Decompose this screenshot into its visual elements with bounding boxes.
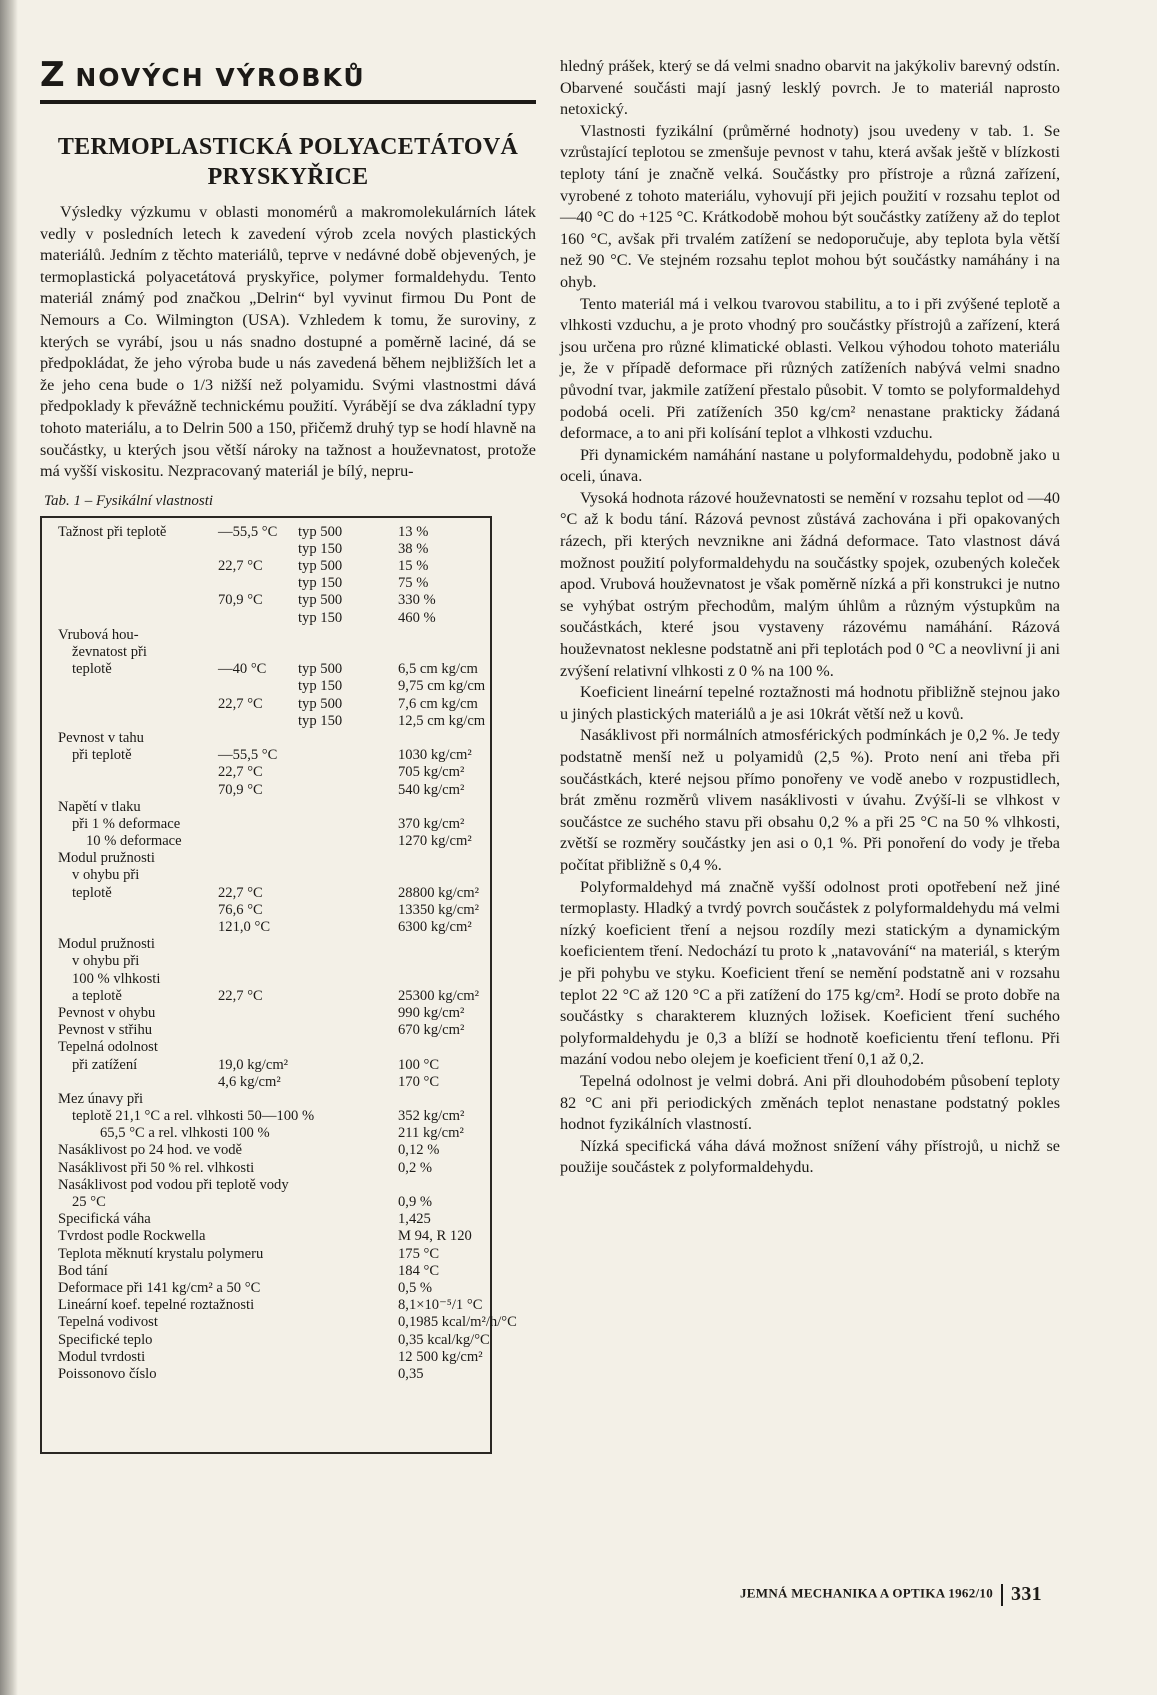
table-row xyxy=(58,867,480,884)
table-row xyxy=(58,558,480,575)
section-heading xyxy=(40,55,536,104)
property-value: 38 % xyxy=(398,540,429,557)
table-row xyxy=(58,1091,480,1108)
type-label: typ 150 xyxy=(298,712,343,729)
paragraph: Tento materiál má i velkou tvarovou stabilitu, a to i při zvýšené teplotě a vlhkosti vzduchu, a je proto vhodný pro součástky přístrojů a zařízení, která jsou určena pro různé klimatické oblasti. Velkou výhodou tohoto materiálu je, že v případě deformace při různých zatíženích nabývá velmi snadno původní tvar, jakmile zatížení přestalo působit. V tomto se polyformaldehyd podobá oceli. Při zatíženích 350 kg/cm² nenastane prakticky žádaná deformace, a to ani při kolísání teplot a vlhkosti vzduchu. xyxy=(560,294,1060,443)
type-label: typ 500 xyxy=(298,523,343,540)
condition-value: 76,6 °C xyxy=(218,901,263,918)
table-row xyxy=(58,524,480,541)
property-label: teplotě xyxy=(72,884,112,901)
property-label: Vrubová hou- xyxy=(58,626,139,643)
section-initial: Z xyxy=(40,55,65,95)
table-row xyxy=(58,1211,480,1228)
property-value: 13 % xyxy=(398,523,429,540)
table-row xyxy=(58,592,480,609)
property-label: Tepelná vodivost xyxy=(58,1314,158,1331)
property-value: 211 kg/cm² xyxy=(398,1125,464,1142)
condition-value: 22,7 °C xyxy=(218,558,263,575)
table-row xyxy=(58,919,480,936)
table-row xyxy=(58,799,480,816)
table-row xyxy=(58,1297,483,1314)
property-value: 352 kg/cm² xyxy=(398,1108,465,1125)
table-row xyxy=(58,661,480,678)
condition-value: 22,7 °C xyxy=(218,884,263,901)
journal-name: JEMNÁ MECHANIKA A OPTIKA 1962/10 xyxy=(740,1585,994,1601)
property-label: a teplotě xyxy=(72,987,122,1004)
property-label: ževnatost při xyxy=(72,644,147,661)
property-label: 10 % deformace xyxy=(86,833,182,850)
property-label: Poissonovo číslo xyxy=(58,1365,157,1382)
property-value: 25300 kg/cm² xyxy=(398,987,479,1004)
table-row xyxy=(58,1280,480,1297)
table-row xyxy=(58,1074,480,1091)
table-row xyxy=(58,1263,480,1280)
paragraph: Při dynamickém namáhání nastane u polyformaldehydu, podobně jako u oceli, únava. xyxy=(560,445,1060,486)
property-value: M 94, R 120 xyxy=(398,1228,472,1245)
condition-value: 22,7 °C xyxy=(218,764,263,781)
table-row xyxy=(58,1348,483,1366)
property-value: 170 °C xyxy=(398,1073,440,1090)
condition-value: 70,9 °C xyxy=(218,592,263,609)
property-label: Nasáklivost pod vodou při teplotě vody xyxy=(58,1176,289,1193)
property-label: Lineární koef. tepelné roztažnosti xyxy=(58,1297,255,1314)
property-value: 13350 kg/cm² xyxy=(398,901,479,918)
table-row xyxy=(58,833,480,850)
table-row xyxy=(58,1228,480,1245)
table-row xyxy=(58,1005,480,1022)
property-label: Napětí v tlaku xyxy=(58,798,141,815)
table-row xyxy=(58,764,480,781)
right-column xyxy=(560,56,1060,1179)
table-row xyxy=(58,610,480,627)
paragraph: Nízká specifická váha dává možnost snížení váhy přístrojů, u nichž se použije součástek z polyformaldehydu. xyxy=(560,1136,1060,1177)
property-label: Pevnost v střihu xyxy=(58,1022,153,1039)
property-value: 0,35 xyxy=(398,1365,424,1382)
property-value: 7,6 cm kg/cm xyxy=(398,695,478,712)
paragraph: Vysoká hodnota rázové houževnatosti se nemění v rozsahu teplot od —40 °C až k bodu tání. Rázová pevnost zůstává zachována i při opakovaných rázech, při kterých nevznikne ani žádná deformace. Tato vlastnost dává možnost použití polyformaldehydu na součástky spojek, ozubených koleček apod. Vrubová houževnatost je však poměrně nízká a při konstrukci je nutno se vyhýbat ostrým přechodům, malým úhlům a různým výstupkům na součástkách, které jsou vystaveny rázovému namáhání. Rázová houževnatost neklesne podstatně ani při teplotách pod 0 °C a neovlivní ji ani zvýšení relativní vlhkosti z 0 % na 100 %. xyxy=(560,488,1060,680)
table-row xyxy=(58,1057,480,1074)
intro-paragraph: Výsledky výzkumu v oblasti monomérů a makromolekulárních látek vedly v posledních letech k zavedení výrob zcela nových plastických materiálů. Jedním z těchto materiálů, teprve v nedávné době objevených, je termoplastická polyacetátová pryskyřice, polymer formaldehydu. Tento materiál známý pod značkou „Delrin“ byl vyvinut firmou Du Pont de Nemours a Co. Wilmington (USA). Vzhledem k tomu, že suroviny, z kterých se vyrábí, jsou u nás snadno dostupné a poměrně laciné, dá se předpokládat, že jeho výroba bude u nás zavedená během nejbližších let a že jeho cena bude o 1/3 nižší než polyamidu. Svými vlastnostmi dává předpoklady k převážně technickému použití. Vyrábějí se dva základní typy tohoto materiálu, a to Delrin 500 a 150, přičemž druhý typ se hodí hlavně na součástky, u kterých jsou větší nároky na tažnost a houževnatost, protože má vyšší viskositu. Nezpracovaný materiál je bílý, nepru- xyxy=(40,203,536,481)
table-row xyxy=(58,1039,480,1056)
condition-value: 70,9 °C xyxy=(218,781,263,798)
table-row xyxy=(58,696,480,713)
condition-value: —40 °C xyxy=(218,661,267,678)
property-value: 705 kg/cm² xyxy=(398,764,465,781)
left-column xyxy=(40,55,536,1454)
property-label: Teplota měknutí krystalu polymeru xyxy=(58,1245,264,1262)
condition-value: 22,7 °C xyxy=(218,695,263,712)
table-row xyxy=(58,1160,480,1177)
table-row xyxy=(58,1331,490,1349)
condition-value: 19,0 kg/cm² xyxy=(218,1056,289,1073)
property-label: 65,5 °C a rel. vlhkosti 100 % xyxy=(100,1125,270,1142)
section-rest: NOVÝCH VÝROBKŮ xyxy=(64,63,366,92)
property-label: Pevnost v ohybu xyxy=(58,1004,156,1021)
article-title: TERMOPLASTICKÁ POLYACETÁTOVÁ PRYSKYŘICE xyxy=(57,134,519,190)
property-value: 1030 kg/cm² xyxy=(398,747,472,764)
paragraph: Vlastnosti fyzikální (průměrné hodnoty) jsou uvedeny v tab. 1. Se vzrůstající teplotou se zmenšuje pevnost v tahu, která avšak ještě v blízkosti teploty tání je značně velká. Součástky pro přístroje a různá zařízení, vyrobené z tohoto materiálu, vyhovují při jejich použití v rozsahu teplot od —40 °C do +125 °C. Krátkodobě mohou být součástky zatíženy až do teplot 160 °C, avšak při trvalém zatížení se nedoporučuje, aby teplota byla větší než 90 °C. Ve stejném rozsahu teplot mohou být součástky namáhány i na ohyb. xyxy=(560,121,1060,291)
table-row xyxy=(58,747,480,764)
type-label: typ 150 xyxy=(298,540,343,557)
table-row xyxy=(58,541,480,558)
property-value: 0,35 kcal/kg/°C xyxy=(398,1331,490,1348)
table-row xyxy=(58,1194,480,1211)
table-row xyxy=(58,678,486,695)
type-label: typ 150 xyxy=(298,575,343,592)
property-value: 184 °C xyxy=(398,1262,440,1279)
property-value: 1,425 xyxy=(398,1211,431,1228)
property-label: 25 °C xyxy=(72,1194,106,1211)
property-value: 12,5 cm kg/cm xyxy=(398,712,486,729)
property-value: 100 °C xyxy=(398,1056,440,1073)
condition-value: 22,7 °C xyxy=(218,987,263,1004)
property-value: 0,12 % xyxy=(398,1142,440,1159)
property-label: Tepelná odolnost xyxy=(58,1039,158,1056)
table-row xyxy=(58,1246,480,1263)
page-number: 331 xyxy=(1011,1583,1042,1605)
paragraph: Tepelná odolnost je velmi dobrá. Ani při dlouhodobém působení teploty 82 °C ani při periodických změnách teplot nenastane podstatný pokles hodnot fyzikálních vlastností. xyxy=(560,1071,1060,1134)
property-value: 670 kg/cm² xyxy=(398,1022,465,1039)
page-footer xyxy=(740,1583,1060,1606)
table-row xyxy=(58,712,486,730)
table-row xyxy=(58,936,480,953)
property-label: Tažnost při teplotě xyxy=(58,523,167,540)
table-row xyxy=(58,902,480,919)
property-value: 0,1985 kcal/m²/h/°C xyxy=(398,1314,517,1331)
property-label: při zatížení xyxy=(72,1056,138,1073)
property-label: při 1 % deformace xyxy=(72,815,181,832)
condition-value: 121,0 °C xyxy=(218,919,271,936)
property-value: 1270 kg/cm² xyxy=(398,833,472,850)
property-label: v ohybu při xyxy=(72,953,140,970)
property-value: 0,2 % xyxy=(398,1159,433,1176)
table-row xyxy=(58,1125,480,1142)
paragraph: hledný prášek, který se dá velmi snadno obarvit na jakýkoliv barevný odstín. Obarvené součásti mají jasný lesklý povrch. Je to materiál naprosto netoxický. xyxy=(560,57,1060,119)
table-row xyxy=(58,971,480,988)
property-label: Deformace při 141 kg/cm² a 50 °C xyxy=(58,1279,261,1296)
property-value: 540 kg/cm² xyxy=(398,781,465,798)
property-value: 0,9 % xyxy=(398,1194,433,1211)
property-value: 6,5 cm kg/cm xyxy=(398,661,478,678)
table-row xyxy=(58,1314,517,1331)
condition-value: 4,6 kg/cm² xyxy=(218,1073,281,1090)
type-label: typ 500 xyxy=(298,661,343,678)
table-row xyxy=(58,850,480,867)
property-label: Pevnost v tahu xyxy=(58,729,144,746)
paragraph: Polyformaldehyd má značně vyšší odolnost proti opotřebení než jiné termoplasty. Hladký a tvrdý povrch součástek z polyformaldehydu má velmi nízký koeficient tření a nejsou rozdíly mezi statickým a dynamickým koeficientem tření. Nedochází tu proto k „natavování“ na materiál, s kterým je při pohybu ve styku. Koeficient tření se nemění podstatně ani v rozsahu teplot 22 °C až 120 °C a při zatížení do 175 kg/cm². Hodí se proto dobře na součástky s charakterem kluzných ložisek. Koeficient tření suchého polyformaldehydu je 0,3 a blíží se hodnotě koeficientu tření teflonu. Při mazání vodou nebo olejem je koeficient tření 0,1 až 0,2. xyxy=(560,877,1060,1069)
table-row xyxy=(58,575,480,592)
property-value: 75 % xyxy=(398,575,429,592)
type-label: typ 500 xyxy=(298,695,343,712)
binding-shadow xyxy=(0,0,18,1695)
property-label: Bod tání xyxy=(58,1262,108,1279)
property-value: 330 % xyxy=(398,592,436,609)
property-value: 12 500 kg/cm² xyxy=(398,1348,483,1365)
property-label: Specifické teplo xyxy=(58,1331,153,1348)
table-row xyxy=(58,1177,480,1194)
property-value: 460 % xyxy=(398,609,436,626)
table-row xyxy=(58,988,480,1005)
condition-value: —55,5 °C xyxy=(218,747,278,764)
intro-text xyxy=(40,202,536,483)
paragraph: Nasáklivost při normálních atmosférických podmínkách je 0,2 %. Je tedy podstatně menší než u polyamidů (2,5 %). Proto není ani třeba při součástkách, které nejsou přímo ponořeny ve vodě anebo v rozpustidlech, brát změnu rozměrů vlivem nasáklivosti v úvahu. Zvýší-li se vlhkost v součástce ze suchého stavu při obsahu 0,2 % a při 25 °C na 50 % vlhkosti, zvětší se rozměry součástky jen asi o 0,1 %. Při ponoření do vody je třeba počítat přibližně s 0,4 %. xyxy=(560,726,1060,874)
property-value: 28800 kg/cm² xyxy=(398,884,479,901)
footer-divider xyxy=(1001,1584,1003,1606)
property-label: teplotě 21,1 °C a rel. vlhkosti 50—100 % xyxy=(72,1108,315,1125)
type-label: typ 150 xyxy=(298,678,343,695)
table-caption: Tab. 1 – Fysikální vlastnosti xyxy=(44,492,214,509)
type-label: typ 500 xyxy=(298,558,343,575)
table-row xyxy=(58,953,480,970)
table-row xyxy=(58,1142,480,1159)
table-row xyxy=(58,1366,480,1383)
condition-value: —55,5 °C xyxy=(218,523,278,540)
table-row xyxy=(58,644,480,661)
property-label: 100 % vlhkosti xyxy=(72,970,161,987)
property-value: 990 kg/cm² xyxy=(398,1004,465,1021)
property-label: Modul pružnosti xyxy=(58,936,155,953)
table-row xyxy=(58,1022,480,1039)
property-label: při teplotě xyxy=(72,747,132,764)
property-value: 370 kg/cm² xyxy=(398,815,465,832)
type-label: typ 150 xyxy=(298,609,343,626)
table-row xyxy=(58,782,480,799)
table-row xyxy=(58,627,480,644)
type-label: typ 500 xyxy=(298,592,343,609)
property-label: Modul tvrdosti xyxy=(58,1348,146,1365)
table-row xyxy=(58,730,480,747)
property-value: 8,1×10⁻⁵/1 °C xyxy=(398,1297,483,1314)
property-label: Modul pružnosti xyxy=(58,850,155,867)
property-label: Mez únavy při xyxy=(58,1090,144,1107)
property-label: Nasáklivost po 24 hod. ve vodě xyxy=(58,1142,243,1159)
property-label: Tvrdost podle Rockwella xyxy=(58,1228,206,1245)
table-row xyxy=(58,816,480,833)
property-value: 6300 kg/cm² xyxy=(398,919,472,936)
property-label: Specifická váha xyxy=(58,1211,151,1228)
table-row xyxy=(58,1108,480,1125)
properties-table xyxy=(40,516,517,1454)
property-value: 15 % xyxy=(398,558,429,575)
property-value: 0,5 % xyxy=(398,1279,433,1296)
property-value: 9,75 cm kg/cm xyxy=(398,678,486,695)
property-value: 175 °C xyxy=(398,1245,440,1262)
property-label: teplotě xyxy=(72,661,112,678)
property-label: Nasáklivost při 50 % rel. vlhkosti xyxy=(58,1159,255,1176)
property-label: v ohybu při xyxy=(72,867,140,884)
paragraph: Koeficient lineární tepelné roztažnosti má hodnotu přibližně stejnou jako u jiných plastických materiálů a je asi 10krát větší než u kovů. xyxy=(560,683,1060,723)
table-row xyxy=(58,885,480,902)
